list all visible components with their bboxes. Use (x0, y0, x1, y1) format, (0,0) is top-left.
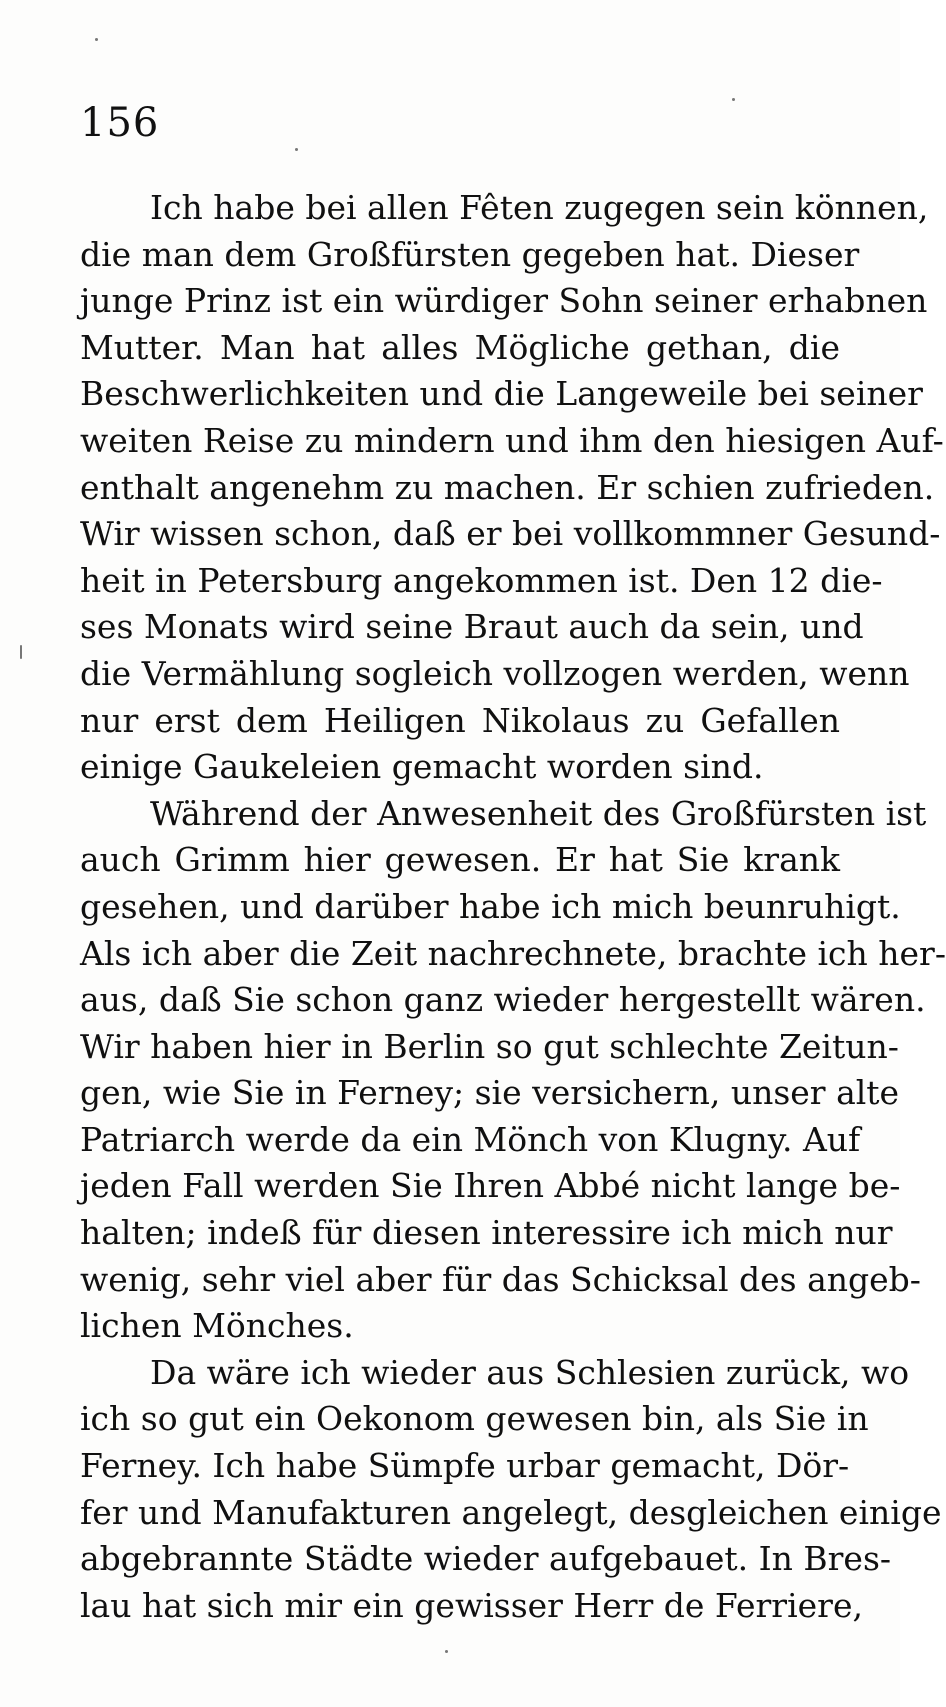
paper-speck (295, 148, 298, 151)
text-line: lau hat sich mir ein gewisser Herr de Ferriere, (80, 1585, 863, 1625)
text-line: halten; indeß für diesen interessire ich mich nur (80, 1213, 893, 1253)
text-line: junge Prinz ist ein würdiger Sohn seiner erhabnen (80, 281, 928, 321)
text-line: enthalt angenehm zu machen. Er schien zufrieden. (80, 467, 935, 507)
text-line: nur erst dem Heiligen Nikolaus zu Gefallen (80, 700, 840, 740)
text-line: die Vermählung sogleich vollzogen werden, wenn (80, 653, 910, 693)
text-line: Während der Anwesenheit des Großfürsten ist (150, 793, 927, 833)
paper-speck (20, 645, 22, 659)
page-number: 156 (80, 100, 160, 146)
text-line: Als ich aber die Zeit nachrechnete, brachte ich her- (80, 933, 946, 973)
text-line: Beschwerlichkeiten und die Langeweile bei seiner (80, 374, 923, 414)
paper-speck (95, 38, 98, 41)
text-line: gesehen, und darüber habe ich mich beunruhigt. (80, 886, 901, 926)
text-line: lichen Mönches. (80, 1306, 354, 1346)
text-line: Wir wissen schon, daß er bei vollkommner Gesund- (80, 514, 941, 554)
text-line: Da wäre ich wieder aus Schlesien zurück, wo (150, 1352, 910, 1392)
text-line: einige Gaukeleien gemacht worden sind. (80, 747, 764, 787)
text-line: die man dem Großfürsten gegeben hat. Dieser (80, 234, 860, 274)
text-line: wenig, sehr viel aber für das Schicksal des angeb- (80, 1259, 921, 1299)
text-line: abgebrannte Städte wieder aufgebauet. In Bres- (80, 1539, 892, 1579)
text-line: fer und Manufakturen angelegt, desgleichen einige (80, 1492, 942, 1532)
text-line: Mutter. Man hat alles Mögliche gethan, die (80, 327, 840, 367)
paper-speck (445, 1650, 448, 1653)
text-line: jeden Fall werden Sie Ihren Abbé nicht lange be- (80, 1166, 901, 1206)
text-line: Wir haben hier in Berlin so gut schlechte Zeitun- (80, 1026, 899, 1066)
text-line: ich so gut ein Oekonom gewesen bin, als Sie in (80, 1399, 869, 1439)
text-line: heit in Petersburg angekommen ist. Den 12 die- (80, 560, 883, 600)
body-text (80, 185, 946, 1629)
text-line: gen, wie Sie in Ferney; sie versichern, unser alte (80, 1073, 900, 1113)
text-line: ses Monats wird seine Braut auch da sein, und (80, 607, 864, 647)
text-line: aus, daß Sie schon ganz wieder hergestellt wären. (80, 980, 926, 1020)
text-line: weiten Reise zu mindern und ihm den hiesigen Auf- (80, 420, 944, 460)
paper-speck (732, 98, 735, 101)
text-line: Patriarch werde da ein Mönch von Klugny. Auf (80, 1119, 861, 1159)
text-line: auch Grimm hier gewesen. Er hat Sie krank (80, 840, 840, 880)
text-line: Ich habe bei allen Fêten zugegen sein können, (150, 188, 929, 227)
text-line: Ferney. Ich habe Sümpfe urbar gemacht, Dör- (80, 1446, 850, 1486)
